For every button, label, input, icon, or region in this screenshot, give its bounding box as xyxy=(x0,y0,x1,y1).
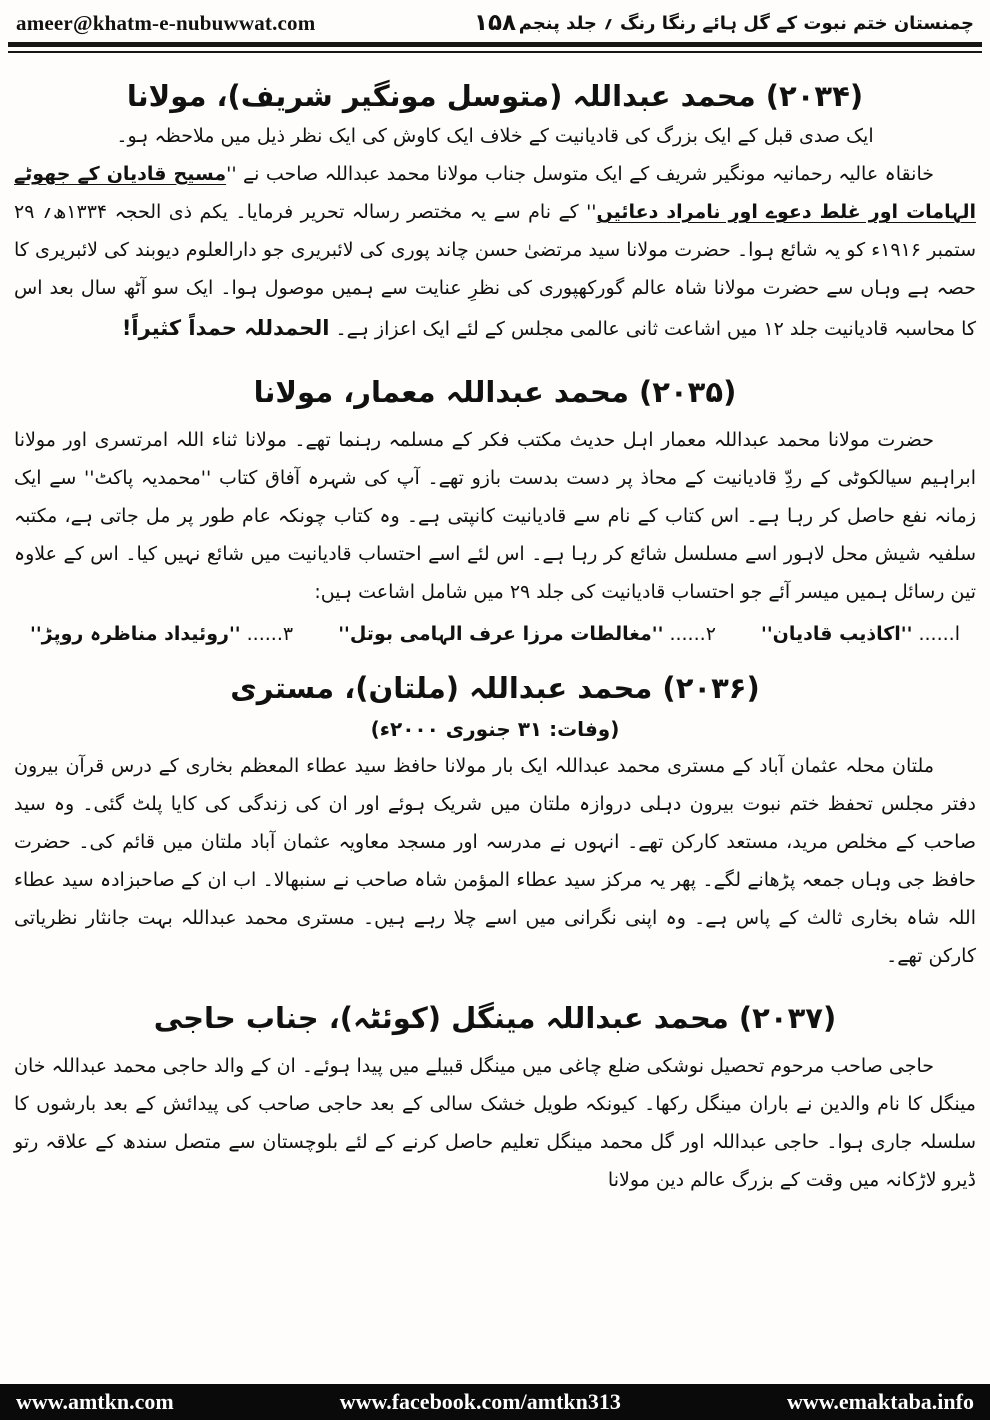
section-2034-alhamdulillah: الحمدللہ حمداً کثیراً! xyxy=(121,316,330,340)
section-2034 xyxy=(0,79,990,349)
footer-url-facebook[interactable]: www.facebook.com/amtkn313 xyxy=(339,1389,621,1414)
booklet-item-2-title: ''مغالطات مرزا عرف الہامی بوتل'' xyxy=(338,623,664,645)
booklet-item-3-number: ۳...... xyxy=(246,623,294,645)
book-title: چمنستان ختم نبوت کے گل ہائے رنگا رنگ ؍ جلد پنجم xyxy=(518,12,974,34)
footer-url-amtkn[interactable]: www.amtkn.com xyxy=(16,1389,174,1414)
section-2034-intro: ایک صدی قبل کے ایک بزرگ کی قادیانیت کے خلاف ایک کاوش کی ایک نظر ذیل میں ملاحظہ ہو۔ xyxy=(116,125,874,147)
section-2035-paragraph: حضرت مولانا محمد عبداللہ معمار اہل حدیث مکتب فکر کے مسلمہ رہنما تھے۔ مولانا ثناء اللہ امرتسری اور مولانا ابراہیم سیالکوٹی کے ردِّ قادیانیت کے محاذ پر دست بدست بازو تھے۔ آپ کی شہرہ آفاق کتاب ''محمدیہ پاکٹ'' سے ایک زمانہ نفع حاصل کر رہا ہے۔ اس کتاب کے نام سے قادیانیت کانپتی ہے۔ وہ کتاب چونکہ عام طور پر مل جاتی ہے، مکتبہ سلفیہ شیش محل لاہور اسے مسلسل شائع کر رہا ہے۔ اس لئے اسے احتساب قادیانیت میں شائع نہیں کیا۔ اس کے علاوہ تین رسائل ہمیں میسر آئے جو احتساب قادیانیت کی جلد ۲۹ میں شامل اشاعت ہیں: xyxy=(14,429,976,603)
section-2036-heading: (۲۰۳۶) محمد عبداللہ (ملتان)، مستری xyxy=(230,671,760,705)
section-2037-heading: (۲۰۳۷) محمد عبداللہ مینگل (کوئٹہ)، جناب حاجی xyxy=(153,1001,837,1035)
contact-email[interactable]: ameer@khatm-e-nubuwwat.com xyxy=(16,10,316,35)
section-2034-body-rest: '' کے نام سے یہ مختصر رسالہ تحریر فرمایا۔ یکم ذی الحجہ ۱۳۳۴ھ؍ ۲۹ ستمبر ۱۹۱۶ء کو یہ شائع ہوا۔ حضرت مولانا سید مرتضیٰ حسن چاند پوری کی لائبریری جو دارالعلوم دیوبند کی لائبریری کا حصہ ہے وہاں سے حضرت مولانا شاہ عالم گورکھپوری کی نظرِ عنایت سے ہمیں موصول ہوا۔ ایک سو آٹھ سال بعد اس کا محاسبہ قادیانیت جلد ۱۲ میں اشاعت ثانی عالمی مجلس کے لئے ایک اعزاز ہے۔ xyxy=(14,201,976,340)
booklet-item-3-title: ''روئیداد مناظرہ روپڑ'' xyxy=(30,623,241,645)
footer-url-emaktaba[interactable]: www.emaktaba.info xyxy=(786,1389,974,1414)
section-2034-underlined-booklet-title: مسیح قادیان کے جھوٹے الہامات اور غلط دعوے اور نامراد دعائیں xyxy=(14,163,976,223)
booklet-item-2-number: ۲...... xyxy=(669,623,716,645)
section-2034-paragraph xyxy=(14,155,976,349)
section-2036 xyxy=(0,671,990,975)
section-2036-paragraph: ملتان محلہ عثمان آباد کے مستری محمد عبداللہ ایک بار مولانا حافظ سید عطاء المعظم بخاری کے درس قرآن بیرون دفتر مجلس تحفظ ختم نبوت بیرون دہلی دروازہ ملتان میں شریک ہوئے اور ان کی زندگی کی کایا پلٹ گئی۔ وہ سید صاحب کے مخلص مرید، مستعد کارکن تھے۔ انہوں نے مدرسہ اور مسجد معاویہ عثمان آباد ملتان میں قائم کی۔ حضرت حافظ جی وہاں جمعہ پڑھانے لگے۔ پھر یہ مرکز سید عطاء المؤمن شاہ صاحب نے سنبھالا۔ اب ان کے صاحبزادہ سید عطاء اللہ شاہ بخاری ثالث کے پاس ہے۔ وہ اپنی نگرانی میں اسے چلا رہے ہیں۔ مستری محمد عبداللہ بہت جانثار نظریاتی کارکن تھے۔ xyxy=(14,755,976,967)
booklet-item-1-title: ''اکاذیب قادیان'' xyxy=(761,623,913,645)
section-2037-paragraph: حاجی صاحب مرحوم تحصیل نوشکی ضلع چاغی میں مینگل قبیلے میں پیدا ہوئے۔ ان کے والد حاجی محمد عبداللہ خان مینگل کا نام والدین نے باران مینگل رکھا۔ کیونکہ طویل خشک سالی کے بعد حاجی صاحب کی پیدائش کے بعد بارشوں کا سلسلہ جاری ہوا۔ حاجی عبداللہ اور گل محمد مینگل تعلیم حاصل کرنے کے لئے بلوچستان سے متصل سندھ کے علاقہ رتو ڈیرو لاڑکانہ میں وقت کے بزرگ عالم دین مولانا xyxy=(14,1055,976,1191)
footer-bar xyxy=(0,1384,990,1420)
page-number: ۱۵۸ xyxy=(473,10,517,36)
booklet-item-3 xyxy=(30,623,293,645)
booklet-item-1 xyxy=(761,623,960,645)
page-content xyxy=(0,53,990,1205)
section-2034-heading: (۲۰۳۴) محمد عبداللہ (متوسل مونگیر شریف)، مولانا xyxy=(126,79,864,113)
page-header xyxy=(0,0,990,42)
section-2034-body-pre: خانقاہ عالیہ رحمانیہ مونگیر شریف کے ایک متوسل جناب مولانا محمد عبداللہ صاحب نے '' xyxy=(226,163,934,185)
section-2036-death-note: (وفات: ۳۱ جنوری ۲۰۰۰ء) xyxy=(370,717,620,741)
section-2035 xyxy=(0,375,990,645)
header-divider xyxy=(8,42,982,53)
booklet-item-1-number: ا...... xyxy=(918,623,960,645)
booklet-item-2 xyxy=(338,623,716,645)
section-2035-booklet-list xyxy=(30,623,960,645)
section-2037 xyxy=(0,1001,990,1199)
section-2035-heading: (۲۰۳۵) محمد عبداللہ معمار، مولانا xyxy=(253,375,737,409)
